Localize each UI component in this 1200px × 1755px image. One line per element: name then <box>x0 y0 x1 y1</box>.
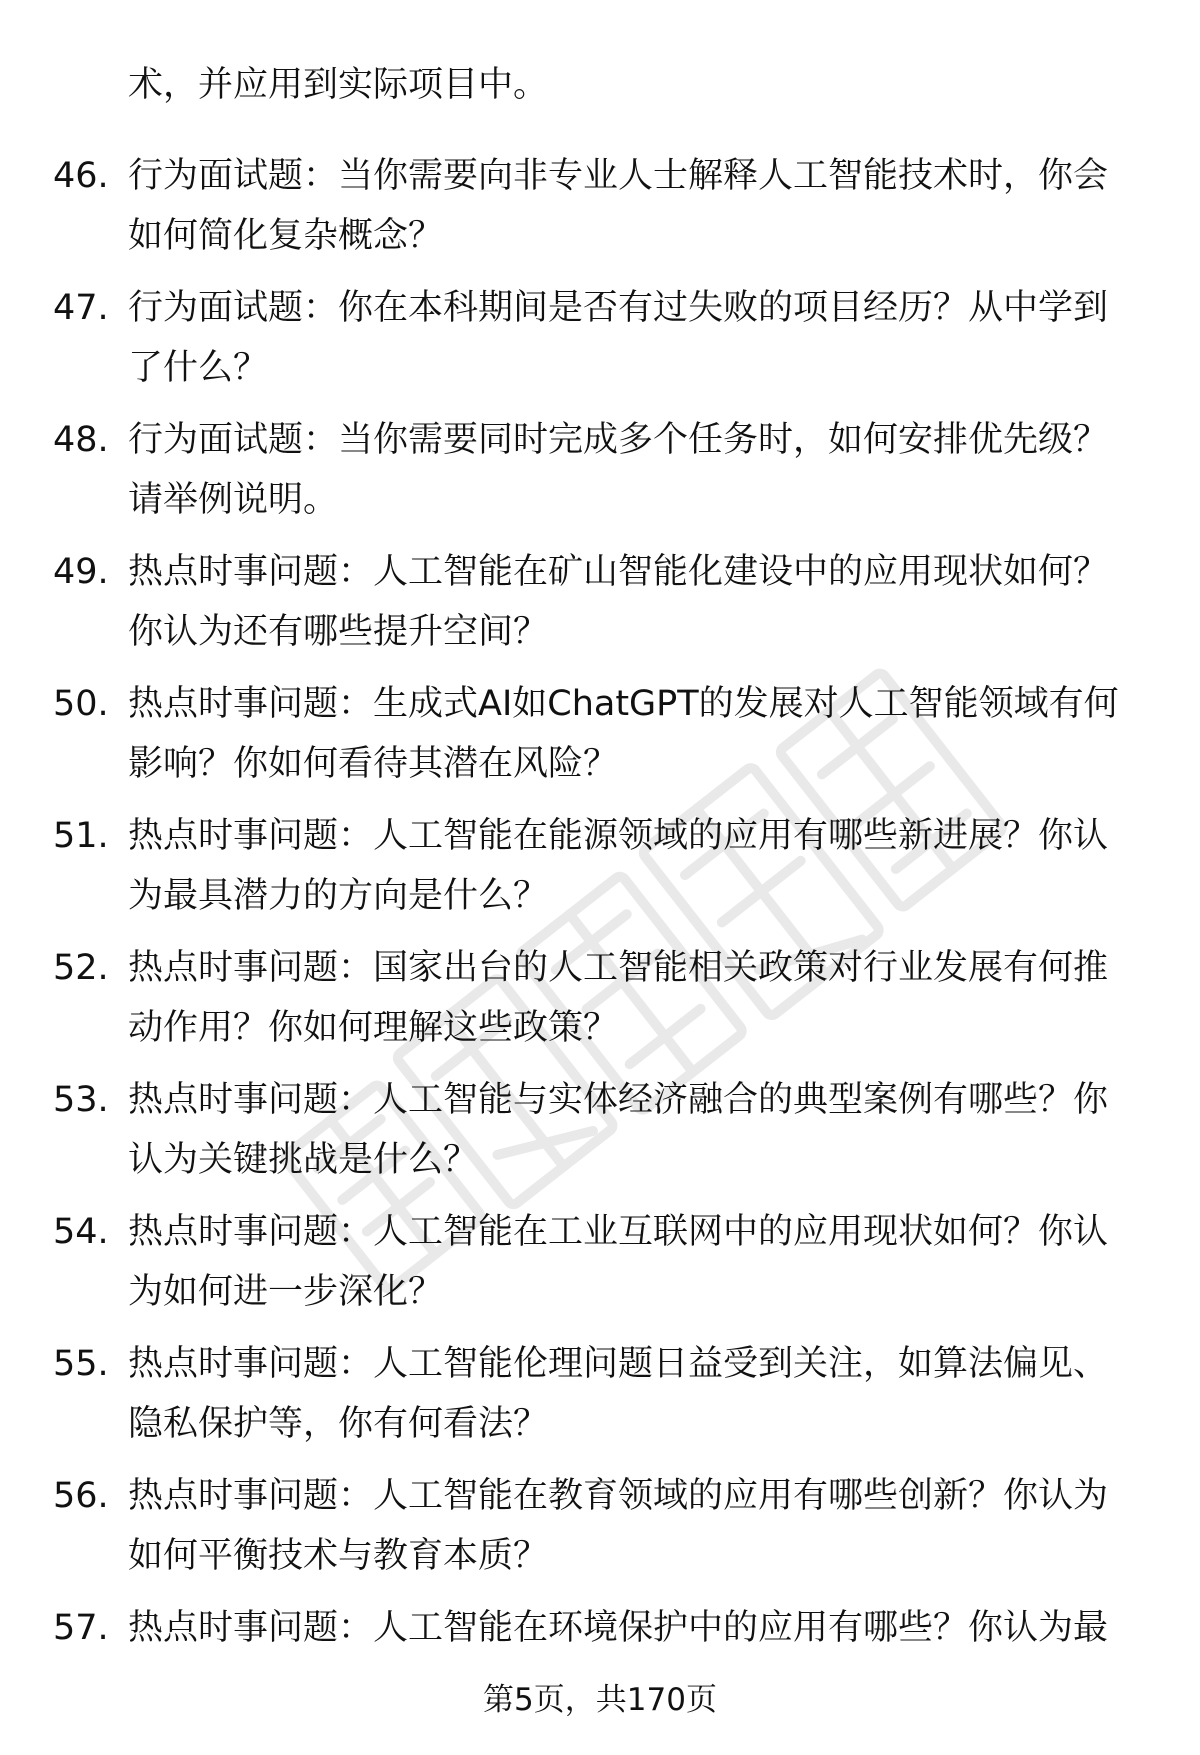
question-line: 如何平衡技术与教育本质？ <box>128 1536 549 1576</box>
question-text <box>128 938 1148 1058</box>
question-line: 热点时事问题：人工智能在工业互联网中的应用现状如何？你认 <box>128 1212 1109 1252</box>
list-item <box>0 278 1200 410</box>
question-line: 为如何进一步深化？ <box>128 1272 444 1312</box>
question-list <box>0 146 1200 1730</box>
question-line: 热点时事问题：人工智能在环境保护中的应用有哪些？你认为最 <box>128 1608 1109 1648</box>
question-line: 请举例说明。 <box>128 480 339 520</box>
question-text <box>128 278 1148 398</box>
question-line: 为最具潜力的方向是什么？ <box>128 876 549 916</box>
question-line: 隐私保护等，你有何看法？ <box>128 1404 549 1444</box>
question-line: 行为面试题：当你需要向非专业人士解释人工智能技术时，你会 <box>128 156 1109 196</box>
list-item <box>0 146 1200 278</box>
question-number: 47. <box>53 288 109 328</box>
question-line: 影响？你如何看待其潜在风险？ <box>128 744 619 784</box>
question-line: 热点时事问题：国家出台的人工智能相关政策对行业发展有何推 <box>128 948 1109 988</box>
question-number: 48. <box>53 420 109 460</box>
question-text <box>128 1466 1148 1586</box>
question-number: 57. <box>53 1608 109 1648</box>
question-text <box>128 1070 1148 1190</box>
question-line: 热点时事问题：生成式AI如ChatGPT的发展对人工智能领域有何 <box>128 684 1119 724</box>
question-text <box>128 542 1148 662</box>
question-line: 行为面试题：当你需要同时完成多个任务时，如何安排优先级？ <box>128 420 1109 460</box>
list-item <box>0 806 1200 938</box>
list-item <box>0 1334 1200 1466</box>
question-number: 54. <box>53 1212 109 1252</box>
list-item <box>0 1466 1200 1598</box>
question-line: 你认为还有哪些提升空间？ <box>128 612 549 652</box>
question-number: 52. <box>53 948 109 988</box>
list-item <box>0 1070 1200 1202</box>
question-line: 行为面试题：你在本科期间是否有过失败的项目经历？从中学到 <box>128 288 1109 328</box>
question-text <box>128 146 1148 266</box>
question-line: 热点时事问题：人工智能在教育领域的应用有哪些创新？你认为 <box>128 1476 1109 1516</box>
question-text <box>128 1598 1148 1658</box>
page-footer: 第5页，共170页 <box>483 1682 717 1718</box>
question-line: 动作用？你如何理解这些政策？ <box>128 1008 619 1048</box>
question-line: 如何简化复杂概念？ <box>128 216 444 256</box>
question-text <box>128 1334 1148 1454</box>
question-number: 46. <box>53 156 109 196</box>
question-number: 49. <box>53 552 109 592</box>
question-line: 热点时事问题：人工智能在能源领域的应用有哪些新进展？你认 <box>128 816 1109 856</box>
question-number: 51. <box>53 816 109 856</box>
question-number: 53. <box>53 1080 109 1120</box>
question-number: 56. <box>53 1476 109 1516</box>
question-text <box>128 674 1148 794</box>
list-item <box>0 410 1200 542</box>
question-line: 认为关键挑战是什么？ <box>128 1140 479 1180</box>
question-line: 热点时事问题：人工智能在矿山智能化建设中的应用现状如何？ <box>128 552 1109 592</box>
question-number: 55. <box>53 1344 109 1384</box>
question-line: 了什么？ <box>128 348 269 388</box>
list-item <box>0 674 1200 806</box>
list-item <box>0 542 1200 674</box>
list-item <box>0 938 1200 1070</box>
continuation-text: 术，并应用到实际项目中。 <box>128 65 549 105</box>
question-line: 热点时事问题：人工智能伦理问题日益受到关注，如算法偏见、 <box>128 1344 1109 1384</box>
question-text <box>128 1202 1148 1322</box>
question-number: 50. <box>53 684 109 724</box>
question-text <box>128 806 1148 926</box>
question-text <box>128 410 1148 530</box>
list-item <box>0 1202 1200 1334</box>
question-line: 热点时事问题：人工智能与实体经济融合的典型案例有哪些？你 <box>128 1080 1109 1120</box>
